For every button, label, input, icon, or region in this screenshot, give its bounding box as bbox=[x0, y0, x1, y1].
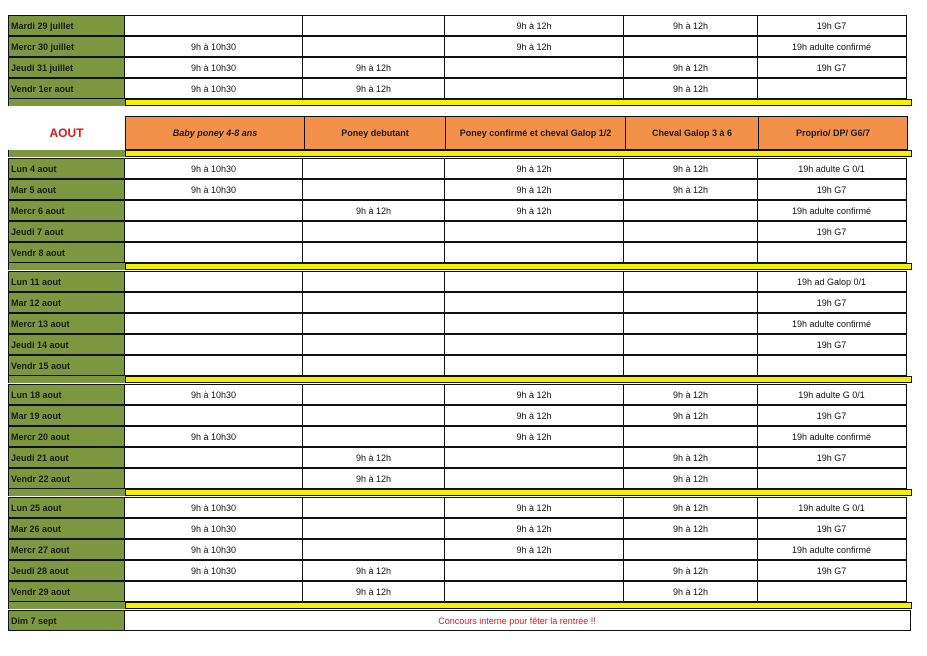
slot-cell: 9h à 12h bbox=[444, 200, 625, 221]
slot-cell: 9h à 12h bbox=[444, 497, 625, 518]
slot-cell: 9h à 12h bbox=[623, 78, 758, 99]
table-row bbox=[8, 15, 907, 36]
column-header-row bbox=[8, 116, 908, 150]
slot-cell: 9h à 12h bbox=[444, 539, 625, 560]
table-row bbox=[8, 158, 907, 179]
slot-cell bbox=[444, 313, 625, 334]
slot-cell bbox=[623, 313, 758, 334]
row-date: Jeudi 21 aout bbox=[8, 447, 125, 468]
slot-cell: 19h adulte confirmé bbox=[757, 36, 907, 57]
slot-cell bbox=[302, 334, 445, 355]
row-date: Lun 25 aout bbox=[8, 497, 125, 518]
week-separator bbox=[125, 150, 912, 157]
table-row bbox=[8, 313, 907, 334]
slot-cell bbox=[124, 313, 304, 334]
slot-cell bbox=[124, 292, 304, 313]
slot-cell bbox=[302, 292, 445, 313]
row-date: Lun 4 aout bbox=[8, 158, 125, 179]
slot-cell: 19h G7 bbox=[757, 15, 907, 36]
slot-cell: 19h G7 bbox=[757, 292, 907, 313]
slot-cell: 9h à 12h bbox=[444, 426, 625, 447]
table-row bbox=[8, 447, 907, 468]
slot-cell: 9h à 10h30 bbox=[124, 497, 304, 518]
table-row bbox=[8, 539, 907, 560]
table-row bbox=[8, 334, 907, 355]
slot-cell: 19h G7 bbox=[757, 405, 907, 426]
slot-cell: 9h à 10h30 bbox=[124, 426, 304, 447]
slot-cell bbox=[623, 242, 758, 263]
slot-cell: 9h à 12h bbox=[302, 560, 445, 581]
row-date: Vendr 1er aout bbox=[8, 78, 125, 99]
table-row bbox=[8, 384, 907, 405]
slot-cell: 19h G7 bbox=[757, 447, 907, 468]
table-row bbox=[8, 179, 907, 200]
slot-cell bbox=[302, 15, 445, 36]
slot-cell bbox=[124, 405, 304, 426]
slot-cell: 9h à 12h bbox=[623, 581, 758, 602]
slot-cell bbox=[124, 468, 304, 489]
slot-cell: 19h adulte confirmé bbox=[757, 539, 907, 560]
slot-cell bbox=[444, 221, 625, 242]
table-row bbox=[8, 271, 907, 292]
slot-cell bbox=[302, 405, 445, 426]
slot-cell: 9h à 12h bbox=[444, 384, 625, 405]
slot-cell: 19h adulte G 0/1 bbox=[757, 384, 907, 405]
slot-cell: 9h à 12h bbox=[623, 15, 758, 36]
slot-cell: 9h à 12h bbox=[623, 57, 758, 78]
table-row bbox=[8, 560, 907, 581]
slot-cell bbox=[302, 313, 445, 334]
table-row bbox=[8, 200, 907, 221]
date-column-separator bbox=[8, 489, 126, 496]
column-header: Cheval Galop 3 à 6 bbox=[625, 116, 760, 150]
date-column-separator bbox=[8, 376, 126, 383]
row-date: Jeudi 28 aout bbox=[8, 560, 125, 581]
slot-cell: 19h G7 bbox=[757, 179, 907, 200]
slot-cell: 19h G7 bbox=[757, 334, 907, 355]
table-row bbox=[8, 518, 907, 539]
slot-cell: 9h à 12h bbox=[302, 200, 445, 221]
slot-cell: 9h à 10h30 bbox=[124, 384, 304, 405]
slot-cell bbox=[124, 447, 304, 468]
slot-cell bbox=[302, 355, 445, 376]
final-row bbox=[8, 610, 911, 631]
table-row bbox=[8, 242, 907, 263]
row-date: Mar 19 aout bbox=[8, 405, 125, 426]
slot-cell: 19h adulte G 0/1 bbox=[757, 158, 907, 179]
row-date: Mercr 13 aout bbox=[8, 313, 125, 334]
slot-cell: 19h G7 bbox=[757, 518, 907, 539]
slot-cell: 9h à 10h30 bbox=[124, 518, 304, 539]
slot-cell: 9h à 12h bbox=[444, 405, 625, 426]
slot-cell: 9h à 12h bbox=[623, 158, 758, 179]
slot-cell: 9h à 10h30 bbox=[124, 57, 304, 78]
slot-cell bbox=[444, 242, 625, 263]
date-column-separator bbox=[8, 150, 126, 157]
slot-cell: 9h à 12h bbox=[623, 384, 758, 405]
row-date: Jeudi 7 aout bbox=[8, 221, 125, 242]
slot-cell: 9h à 12h bbox=[623, 447, 758, 468]
slot-cell: 9h à 12h bbox=[302, 447, 445, 468]
slot-cell bbox=[124, 200, 304, 221]
slot-cell bbox=[444, 78, 625, 99]
slot-cell: 9h à 12h bbox=[302, 581, 445, 602]
table-row bbox=[8, 426, 907, 447]
slot-cell: 9h à 10h30 bbox=[124, 36, 304, 57]
slot-cell bbox=[444, 355, 625, 376]
slot-cell: 9h à 10h30 bbox=[124, 539, 304, 560]
table-row bbox=[8, 57, 907, 78]
slot-cell bbox=[124, 221, 304, 242]
slot-cell: 19h G7 bbox=[757, 221, 907, 242]
column-header: Baby poney 4-8 ans bbox=[125, 116, 305, 150]
slot-cell bbox=[444, 468, 625, 489]
table-row bbox=[8, 405, 907, 426]
slot-cell: 9h à 10h30 bbox=[124, 179, 304, 200]
slot-cell bbox=[757, 78, 907, 99]
row-date: Vendr 29 aout bbox=[8, 581, 125, 602]
slot-cell bbox=[444, 560, 625, 581]
column-header: Poney debutant bbox=[304, 116, 447, 150]
slot-cell bbox=[302, 242, 445, 263]
slot-cell bbox=[124, 581, 304, 602]
slot-cell bbox=[444, 57, 625, 78]
slot-cell bbox=[302, 497, 445, 518]
slot-cell: 9h à 12h bbox=[623, 560, 758, 581]
slot-cell: 9h à 12h bbox=[444, 158, 625, 179]
row-date: Lun 18 aout bbox=[8, 384, 125, 405]
slot-cell bbox=[623, 221, 758, 242]
table-row bbox=[8, 468, 907, 489]
slot-cell bbox=[302, 271, 445, 292]
slot-cell: 19h G7 bbox=[757, 57, 907, 78]
slot-cell bbox=[623, 271, 758, 292]
slot-cell bbox=[444, 447, 625, 468]
slot-cell bbox=[302, 158, 445, 179]
slot-cell: 9h à 12h bbox=[444, 518, 625, 539]
slot-cell bbox=[124, 355, 304, 376]
slot-cell: 19h G7 bbox=[757, 560, 907, 581]
slot-cell: 19h adulte G 0/1 bbox=[757, 497, 907, 518]
slot-cell: 19h ad Galop 0/1 bbox=[757, 271, 907, 292]
slot-cell: 19h adulte confirmé bbox=[757, 200, 907, 221]
slot-cell: 9h à 12h bbox=[623, 179, 758, 200]
table-row bbox=[8, 497, 907, 518]
slot-cell: 9h à 12h bbox=[444, 36, 625, 57]
slot-cell bbox=[623, 539, 758, 560]
row-date: Jeudi 14 aout bbox=[8, 334, 125, 355]
date-column-separator bbox=[8, 602, 126, 609]
row-date: Mercr 27 aout bbox=[8, 539, 125, 560]
slot-cell bbox=[124, 15, 304, 36]
row-date: Vendr 22 aout bbox=[8, 468, 125, 489]
slot-cell bbox=[623, 426, 758, 447]
slot-cell: 9h à 12h bbox=[444, 15, 625, 36]
table-row bbox=[8, 221, 907, 242]
table-row bbox=[8, 581, 907, 602]
slot-cell: 9h à 12h bbox=[623, 518, 758, 539]
slot-cell bbox=[302, 426, 445, 447]
slot-cell bbox=[302, 518, 445, 539]
slot-cell bbox=[623, 200, 758, 221]
row-date: Mercr 30 juillet bbox=[8, 36, 125, 57]
week-separator bbox=[125, 263, 912, 270]
month-label: AOUT bbox=[49, 126, 84, 140]
slot-cell bbox=[757, 355, 907, 376]
slot-cell: 9h à 10h30 bbox=[124, 560, 304, 581]
row-date: Lun 11 aout bbox=[8, 271, 125, 292]
slot-cell bbox=[124, 334, 304, 355]
event-note: Concours interne pour fêter la rentrée !! bbox=[124, 610, 911, 631]
date-column-separator bbox=[8, 263, 126, 270]
row-date: Mercr 6 aout bbox=[8, 200, 125, 221]
column-header: Poney confirmé et cheval Galop 1/2 bbox=[445, 116, 626, 150]
row-date: Vendr 15 aout bbox=[8, 355, 125, 376]
slot-cell bbox=[623, 355, 758, 376]
slot-cell: 9h à 12h bbox=[444, 179, 625, 200]
slot-cell: 9h à 12h bbox=[623, 497, 758, 518]
slot-cell bbox=[623, 36, 758, 57]
slot-cell bbox=[623, 292, 758, 313]
table-row bbox=[8, 355, 907, 376]
week-separator bbox=[125, 602, 912, 609]
row-date: Mar 5 aout bbox=[8, 179, 125, 200]
row-date: Vendr 8 aout bbox=[8, 242, 125, 263]
slot-cell: 9h à 12h bbox=[623, 405, 758, 426]
slot-cell bbox=[757, 468, 907, 489]
slot-cell bbox=[444, 334, 625, 355]
slot-cell: 9h à 12h bbox=[302, 57, 445, 78]
table-row bbox=[8, 292, 907, 313]
slot-cell: 9h à 12h bbox=[302, 468, 445, 489]
week-separator bbox=[125, 489, 912, 496]
slot-cell bbox=[124, 271, 304, 292]
slot-cell: 19h adulte confirmé bbox=[757, 313, 907, 334]
column-header: Proprio/ DP/ G6/7 bbox=[758, 116, 908, 150]
row-date: Mercr 20 aout bbox=[8, 426, 125, 447]
slot-cell bbox=[757, 242, 907, 263]
slot-cell bbox=[302, 36, 445, 57]
row-date: Mardi 29 juillet bbox=[8, 15, 125, 36]
slot-cell bbox=[124, 242, 304, 263]
slot-cell: 19h adulte confirmé bbox=[757, 426, 907, 447]
week-separator bbox=[125, 99, 912, 106]
row-date: Jeudi 31 juillet bbox=[8, 57, 125, 78]
slot-cell bbox=[444, 581, 625, 602]
slot-cell bbox=[444, 271, 625, 292]
slot-cell: 9h à 10h30 bbox=[124, 158, 304, 179]
row-date: Dim 7 sept bbox=[8, 610, 125, 631]
row-date: Mar 26 aout bbox=[8, 518, 125, 539]
table-row bbox=[8, 78, 907, 99]
slot-cell bbox=[302, 221, 445, 242]
row-date: Mar 12 aout bbox=[8, 292, 125, 313]
slot-cell bbox=[302, 179, 445, 200]
slot-cell bbox=[757, 581, 907, 602]
table-row bbox=[8, 36, 907, 57]
slot-cell: 9h à 12h bbox=[302, 78, 445, 99]
slot-cell bbox=[623, 334, 758, 355]
date-column-separator bbox=[8, 99, 126, 106]
slot-cell bbox=[444, 292, 625, 313]
week-separator bbox=[125, 376, 912, 383]
slot-cell bbox=[302, 539, 445, 560]
slot-cell bbox=[302, 384, 445, 405]
slot-cell: 9h à 12h bbox=[623, 468, 758, 489]
slot-cell: 9h à 10h30 bbox=[124, 78, 304, 99]
